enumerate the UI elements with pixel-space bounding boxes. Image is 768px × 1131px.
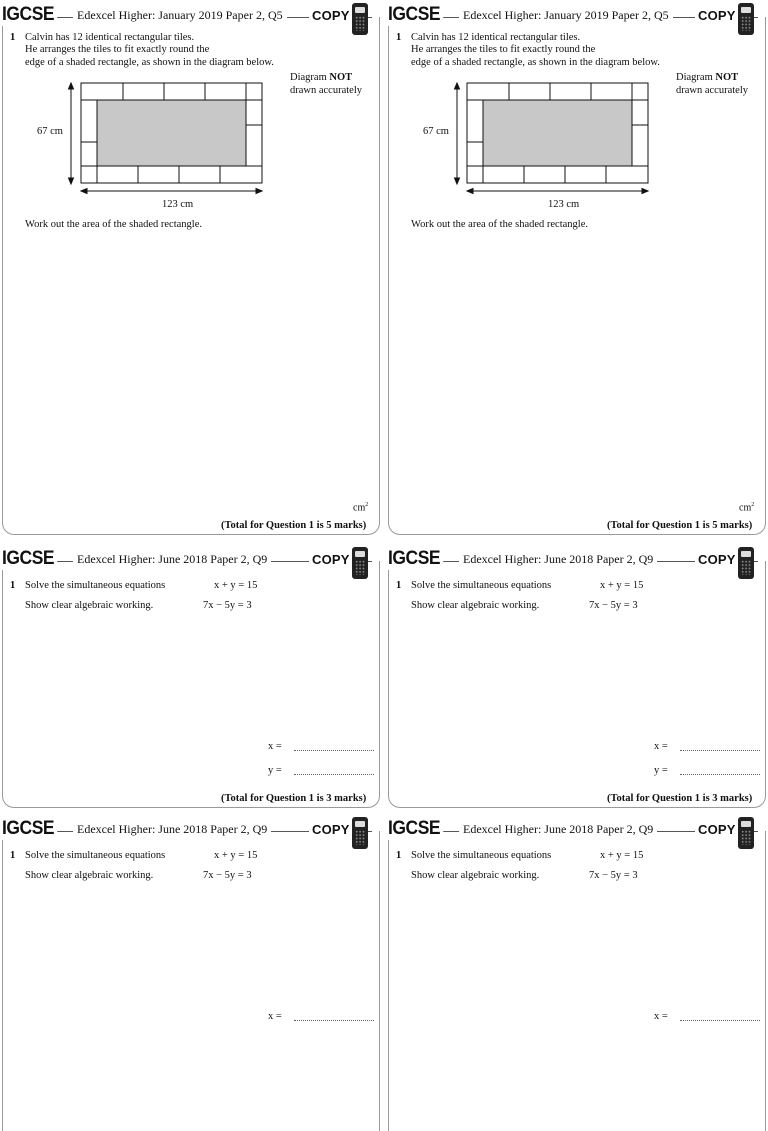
shaded-rectangle: [97, 100, 246, 166]
question-number: 1: [10, 850, 16, 861]
question-number: 1: [10, 32, 16, 43]
equation-1: x + y = 15: [600, 580, 644, 591]
question-line-1: Calvin has 12 identical rectangular tiles.: [411, 32, 581, 43]
paper-reference: Edexcel Higher: June 2018 Paper 2, Q9: [73, 552, 271, 567]
copy-label: COPY: [309, 822, 353, 837]
question-line-2: He arranges the tiles to fit exactly round the: [25, 44, 210, 55]
question-card-equations-left: [2, 550, 380, 808]
question-card-equations-left-2: [2, 820, 380, 1024]
question-line-2: Show clear algebraic working.: [25, 600, 154, 611]
task-text: Work out the area of the shaded rectangle.: [411, 219, 588, 230]
x-answer-label: x =: [268, 1011, 282, 1022]
question-line-1: Solve the simultaneous equations: [411, 580, 552, 591]
x-answer-line[interactable]: [680, 750, 760, 751]
x-answer-line[interactable]: [680, 1020, 760, 1021]
copy-label: COPY: [695, 552, 739, 567]
equation-1: x + y = 15: [600, 850, 644, 861]
question-line-2: He arranges the tiles to fit exactly round the: [411, 44, 596, 55]
paper-reference: Edexcel Higher: January 2019 Paper 2, Q5: [459, 8, 673, 23]
tiles-diagram: [2, 6, 380, 226]
igcse-logo: IGCSE: [2, 818, 57, 840]
equation-1: x + y = 15: [214, 850, 258, 861]
card-frame: [388, 561, 766, 808]
paper-reference: Edexcel Higher: June 2018 Paper 2, Q9: [73, 822, 271, 837]
igcse-logo: IGCSE: [2, 4, 57, 26]
paper-reference: Edexcel Higher: June 2018 Paper 2, Q9: [459, 822, 657, 837]
copy-label: COPY: [695, 8, 739, 23]
equation-2: 7x − 5y = 3: [203, 870, 252, 881]
igcse-logo: IGCSE: [388, 818, 443, 840]
equation-2: 7x − 5y = 3: [203, 600, 252, 611]
question-line-1: Solve the simultaneous equations: [411, 850, 552, 861]
shaded-rectangle: [483, 100, 632, 166]
question-card-equations-right: [388, 550, 766, 808]
question-number: 1: [396, 32, 402, 43]
question-line-1: Solve the simultaneous equations: [25, 580, 166, 591]
total-marks: (Total for Question 1 is 3 marks): [221, 793, 367, 804]
total-marks: (Total for Question 1 is 5 marks): [221, 520, 367, 531]
question-line-2: Show clear algebraic working.: [25, 870, 154, 881]
card-header: [2, 820, 380, 844]
width-label: 123 cm: [162, 199, 194, 210]
copy-label: COPY: [309, 552, 353, 567]
question-line-2: Show clear algebraic working.: [411, 870, 540, 881]
diagram-note-line-1: Diagram NOT: [290, 72, 353, 83]
calculator-icon: [352, 817, 368, 849]
igcse-logo: IGCSE: [2, 548, 57, 570]
question-line-2: Show clear algebraic working.: [411, 600, 540, 611]
height-label: 67 cm: [37, 126, 63, 137]
copy-label: COPY: [695, 822, 739, 837]
x-answer-line[interactable]: [294, 750, 374, 751]
answer-unit: $cm^2$: [739, 502, 755, 514]
x-answer-label: x =: [654, 741, 668, 752]
question-card-rectangle-right: [388, 6, 766, 535]
y-answer-line[interactable]: [680, 774, 760, 775]
card-frame: [2, 561, 380, 808]
x-answer-line[interactable]: [294, 1020, 374, 1021]
diagram-note-line-2: drawn accurately: [676, 85, 748, 96]
task-text: Work out the area of the shaded rectangle.: [25, 219, 202, 230]
copy-label: COPY: [309, 8, 353, 23]
question-line-3: edge of a shaded rectangle, as shown in the diagram below.: [25, 57, 274, 68]
width-label: 123 cm: [548, 199, 580, 210]
card-header: [2, 550, 380, 574]
igcse-logo: IGCSE: [388, 4, 443, 26]
y-answer-line[interactable]: [294, 774, 374, 775]
total-marks: (Total for Question 1 is 5 marks): [607, 520, 753, 531]
equation-2: 7x − 5y = 3: [589, 600, 638, 611]
question-card-equations-right-2: [388, 820, 766, 1024]
card-header: [388, 820, 766, 844]
diagram-note-line-2: drawn accurately: [290, 85, 362, 96]
paper-reference: Edexcel Higher: June 2018 Paper 2, Q9: [459, 552, 657, 567]
y-answer-label: y =: [268, 765, 282, 776]
calculator-icon: [738, 817, 754, 849]
question-line-3: edge of a shaded rectangle, as shown in the diagram below.: [411, 57, 660, 68]
question-card-rectangle-left: [2, 6, 380, 535]
calculator-icon: [738, 547, 754, 579]
x-answer-label: x =: [268, 741, 282, 752]
height-label: 67 cm: [423, 126, 449, 137]
paper-reference: Edexcel Higher: January 2019 Paper 2, Q5: [73, 8, 287, 23]
question-line-1: Calvin has 12 identical rectangular tiles.: [25, 32, 195, 43]
card-header: [388, 550, 766, 574]
diagram-note-line-1: Diagram NOT: [676, 72, 739, 83]
question-number: 1: [396, 850, 402, 861]
tiles-diagram: [388, 6, 766, 226]
y-answer-label: y =: [654, 765, 668, 776]
equation-1: x + y = 15: [214, 580, 258, 591]
equation-2: 7x − 5y = 3: [589, 870, 638, 881]
x-answer-label: x =: [654, 1011, 668, 1022]
question-number: 1: [396, 580, 402, 591]
igcse-logo: IGCSE: [388, 548, 443, 570]
total-marks: (Total for Question 1 is 3 marks): [607, 793, 753, 804]
question-line-1: Solve the simultaneous equations: [25, 850, 166, 861]
question-number: 1: [10, 580, 16, 591]
answer-unit: $cm^2$: [353, 502, 369, 514]
calculator-icon: [352, 547, 368, 579]
